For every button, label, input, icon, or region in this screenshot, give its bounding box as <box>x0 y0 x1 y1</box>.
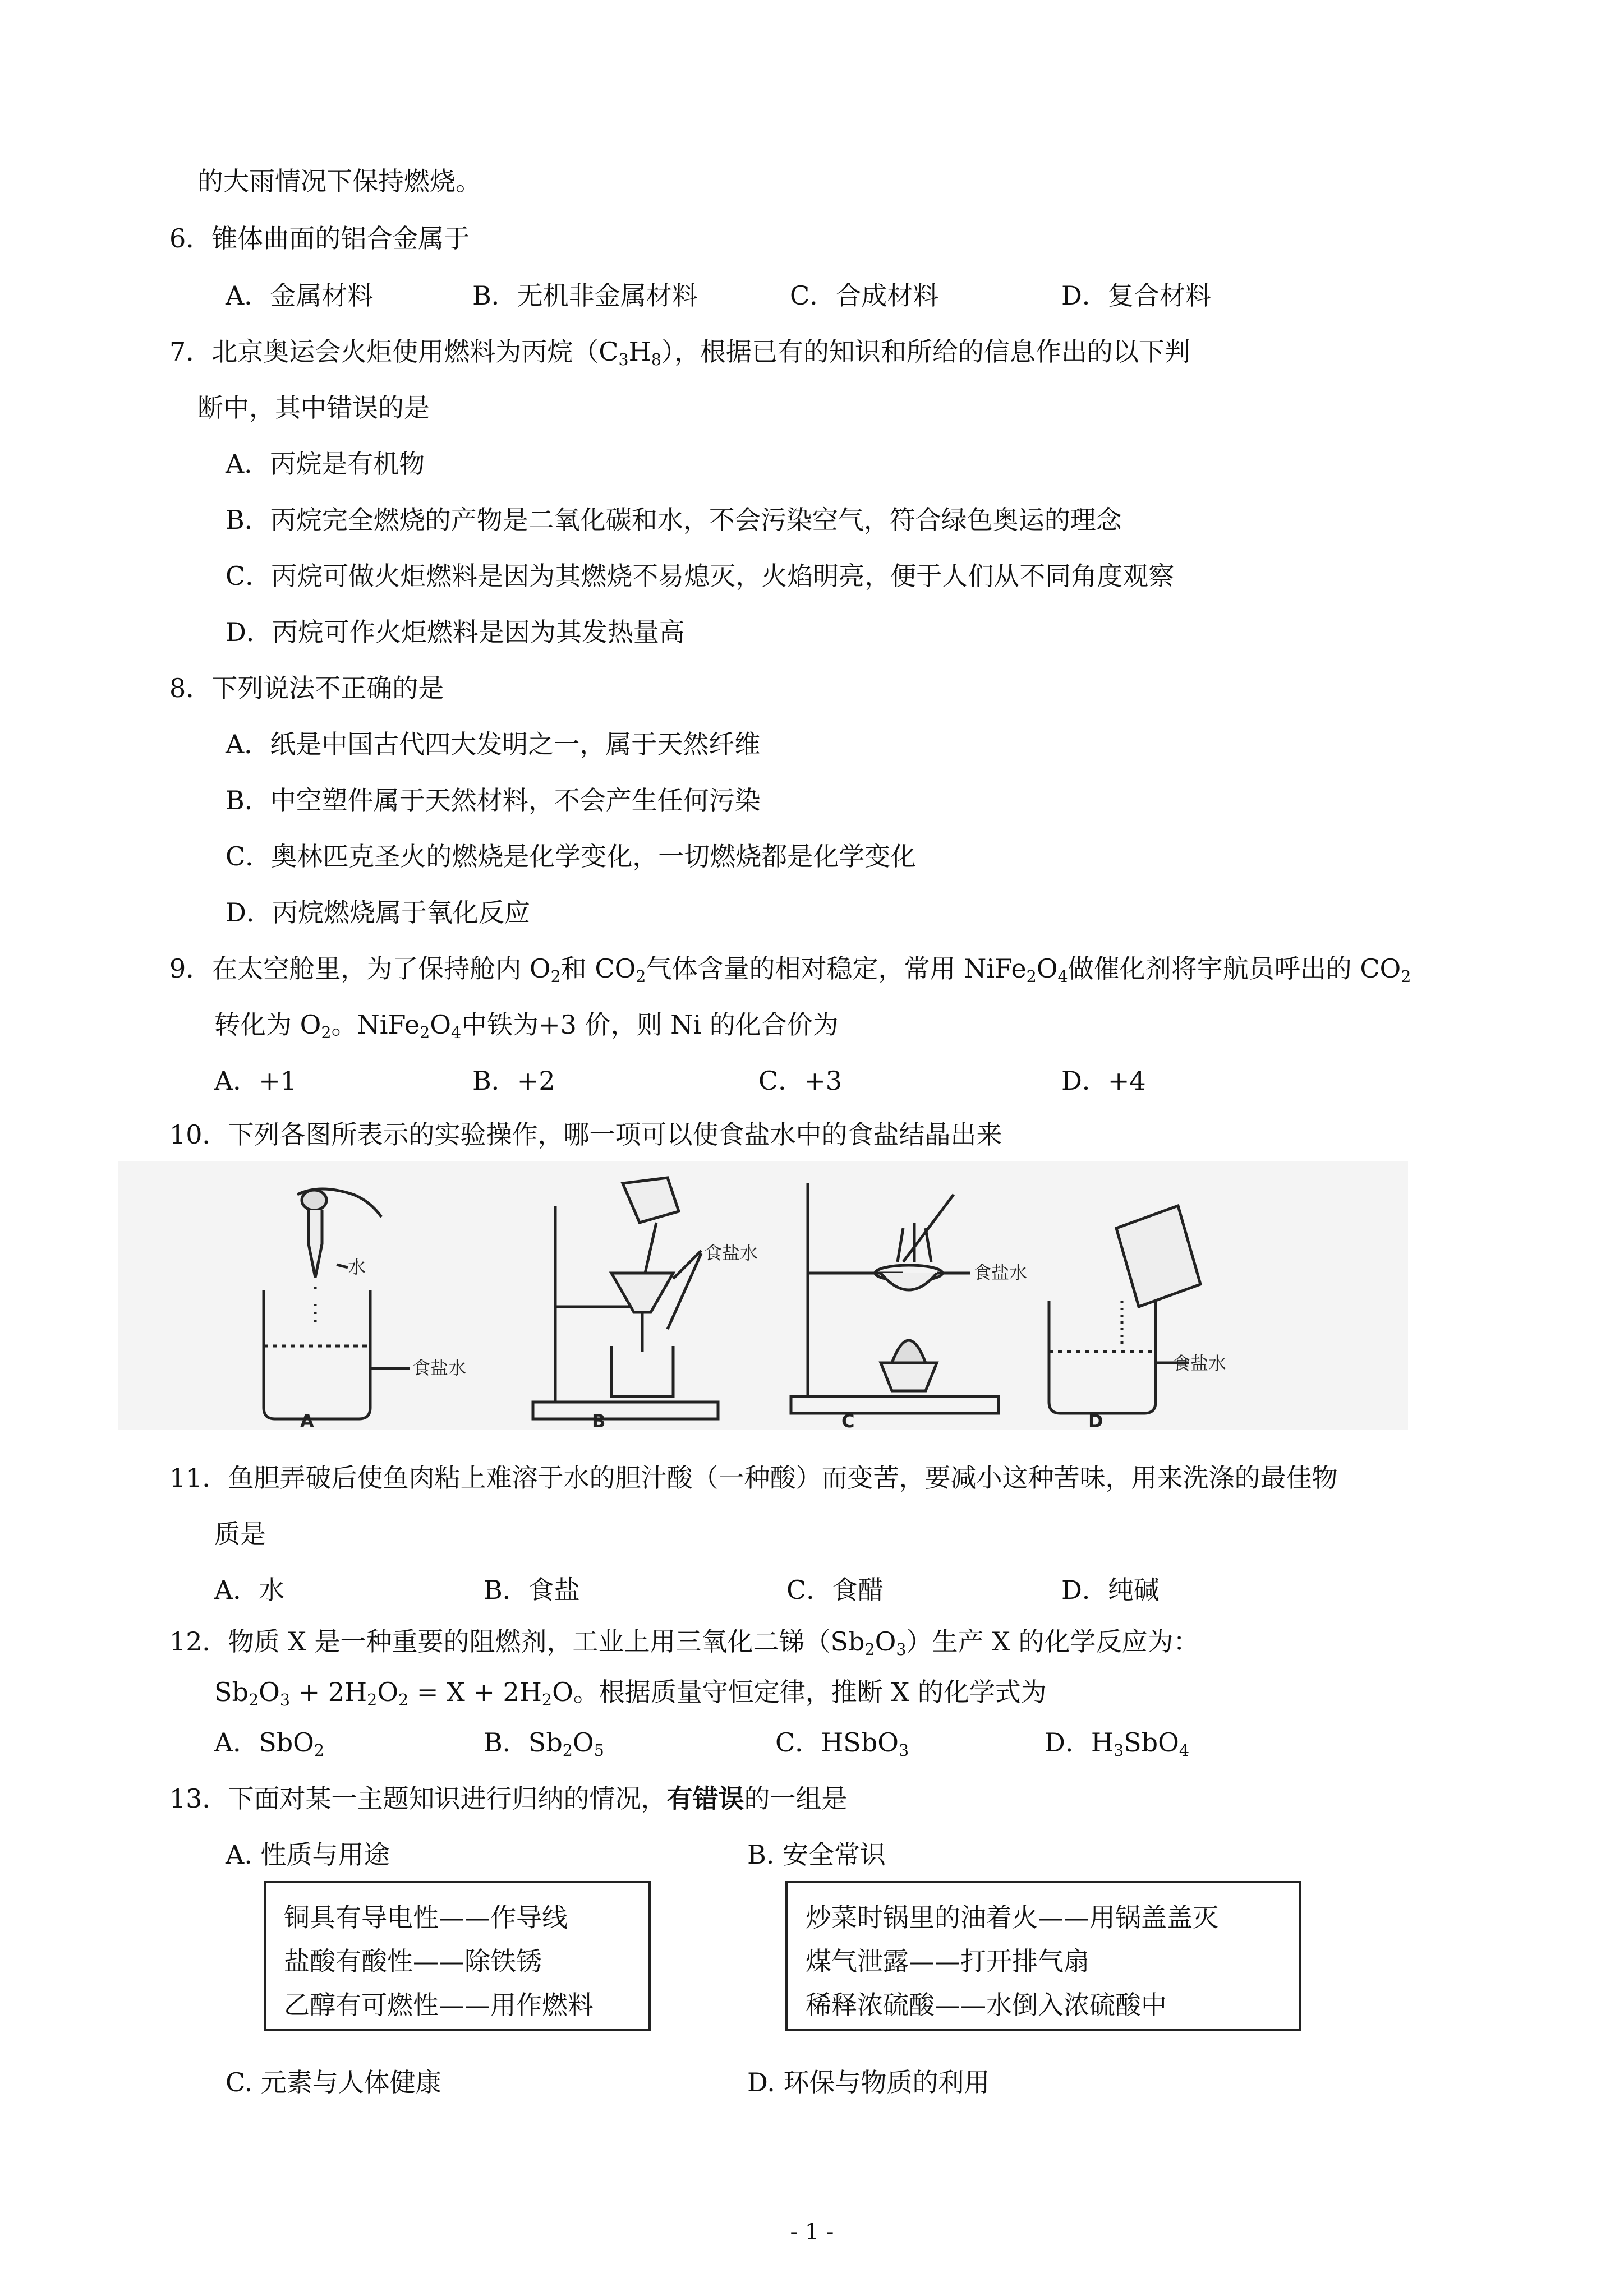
figure-b-brine-label: 食盐水 <box>704 1242 758 1264</box>
q9-option-c: C．+3 <box>758 1066 843 1096</box>
figure-c-label: C <box>841 1410 855 1430</box>
figure-a-label: A <box>300 1410 314 1430</box>
q7-option-a: A．丙烷是有机物 <box>226 449 425 479</box>
q9-option-a: A．+1 <box>214 1066 297 1096</box>
q13-group-a-line: 盐酸有酸性——除铁锈 <box>284 1946 542 1976</box>
q12-option-c: C．HSbO$_3$ <box>775 1727 909 1760</box>
q7-stem-line2: 断中，其中错误的是 <box>197 393 430 423</box>
q11-option-c: C．食醋 <box>786 1575 884 1605</box>
q8-option-c: C．奥林匹克圣火的燃烧是化学变化，一切燃烧都是化学变化 <box>226 841 917 872</box>
q12-stem: 12．物质 X 是一种重要的阻燃剂，工业上用三氧化二锑$(Sb_2O_3)$生产 X 的化学反应为： <box>169 1626 1199 1659</box>
figure-c-brine-label: 食盐水 <box>973 1262 1028 1283</box>
q7-option-b: B．丙烷完全燃烧的产物是二氧化碳和水，不会污染空气，符合绿色奥运的理念 <box>226 505 1122 535</box>
q13-stem: 13．下面对某一主题知识进行归纳的情况，有错误的一组是 <box>169 1783 848 1814</box>
q7-option-d: D．丙烷可作火炬燃料是因为其发热量高 <box>226 617 685 647</box>
q6-stem: 6．锥体曲面的铝合金属于 <box>169 223 470 253</box>
q11-option-b: B．食盐 <box>484 1575 580 1605</box>
q8-option-d: D．丙烷燃烧属于氧化反应 <box>226 897 530 928</box>
q13-group-d-title: D. 环保与物质的利用 <box>747 2067 990 2097</box>
page-number: - 1 - <box>790 2219 834 2245</box>
q8-option-b: B．中空塑件属于天然材料，不会产生任何污染 <box>226 785 761 815</box>
q8-option-a: A．纸是中国古代四大发明之一，属于天然纤维 <box>226 729 761 759</box>
q13-group-b-title: B. 安全常识 <box>747 1839 886 1870</box>
q7-option-c: C．丙烷可做火炬燃料是因为其燃烧不易熄灭，火焰明亮，便于人们从不同角度观察 <box>226 561 1175 591</box>
lab-operations-figure <box>118 1161 1408 1430</box>
q13-group-a-title: A. 性质与用途 <box>226 1839 390 1870</box>
q12-option-a: A．SbO$_2$ <box>214 1727 325 1760</box>
q13-group-a-box <box>264 1881 651 2031</box>
figure-a-water-label: 水 <box>348 1256 366 1278</box>
q13-group-b-line: 稀释浓硫酸——水倒入浓硫酸中 <box>806 1990 1167 2020</box>
q9-option-d: D．+4 <box>1061 1066 1146 1096</box>
figure-a-brine-label: 食盐水 <box>412 1357 467 1378</box>
q13-group-c-title: C. 元素与人体健康 <box>226 2067 441 2097</box>
figure-b-label: B <box>592 1410 606 1430</box>
figure-d-label: D <box>1088 1410 1103 1430</box>
q10-stem: 10．下列各图所表示的实验操作，哪一项可以使食盐水中的食盐结晶出来 <box>169 1119 1002 1150</box>
q11-stem-line2: 质是 <box>214 1519 266 1549</box>
q13-group-b-line: 煤气泄露——打开排气扇 <box>806 1946 1089 1976</box>
q11-stem: 11．鱼胆弄破后使鱼肉粘上难溶于水的胆汁酸（一种酸）而变苦，要减小这种苦味，用来洗涤的最佳物 <box>169 1463 1338 1493</box>
q7-stem: 7．北京奥运会火炬使用燃料为丙烷$(C_3H_8)$，根据已有的知识和所给的信息作出的以下判 <box>169 336 1190 369</box>
q8-stem: 8．下列说法不正确的是 <box>169 673 444 703</box>
q11-option-a: A．水 <box>214 1575 285 1605</box>
q6-option-b: B．无机非金属材料 <box>472 280 698 311</box>
q13-group-b-line: 炒菜时锅里的油着火——用锅盖盖灭 <box>806 1902 1218 1933</box>
q11-option-d: D．纯碱 <box>1061 1575 1160 1605</box>
q13-group-a-line: 乙醇有可燃性——用作燃料 <box>284 1990 594 2020</box>
q12-option-b: B．$Sb_2O_5$ <box>484 1727 604 1760</box>
continued-text: 的大雨情况下保持燃烧。 <box>197 166 481 196</box>
q9-option-b: B．+2 <box>472 1066 555 1096</box>
q9-stem: 9．在太空舱里，为了保持舱内 $O_2$和 $CO_2$气体含量的相对稳定，常用 $NiFe_2O_4$做催化剂将宇航员呼出的 $CO_2$ <box>169 953 1411 986</box>
figure-d-brine-label: 食盐水 <box>1172 1353 1227 1374</box>
q13-group-a-line: 铜具有导电性——作导线 <box>284 1902 568 1933</box>
q13-group-b-box <box>785 1881 1301 2031</box>
q12-equation: $Sb_2O_3 + 2H_2O_2 = X + 2H_2O$。根据质量守恒定律，推断 X 的化学式为 <box>214 1677 1047 1709</box>
q6-option-d: D．复合材料 <box>1061 280 1211 311</box>
q6-option-c: C．合成材料 <box>790 280 939 311</box>
q9-stem-line2: 转化为 $O_2$。$NiFe_2O_4$中铁为+3 价，则 Ni 的化合价为 <box>214 1009 839 1042</box>
q12-option-d: D．$H_3SbO_4$ <box>1045 1727 1189 1760</box>
q6-option-a: A．金属材料 <box>226 280 374 311</box>
